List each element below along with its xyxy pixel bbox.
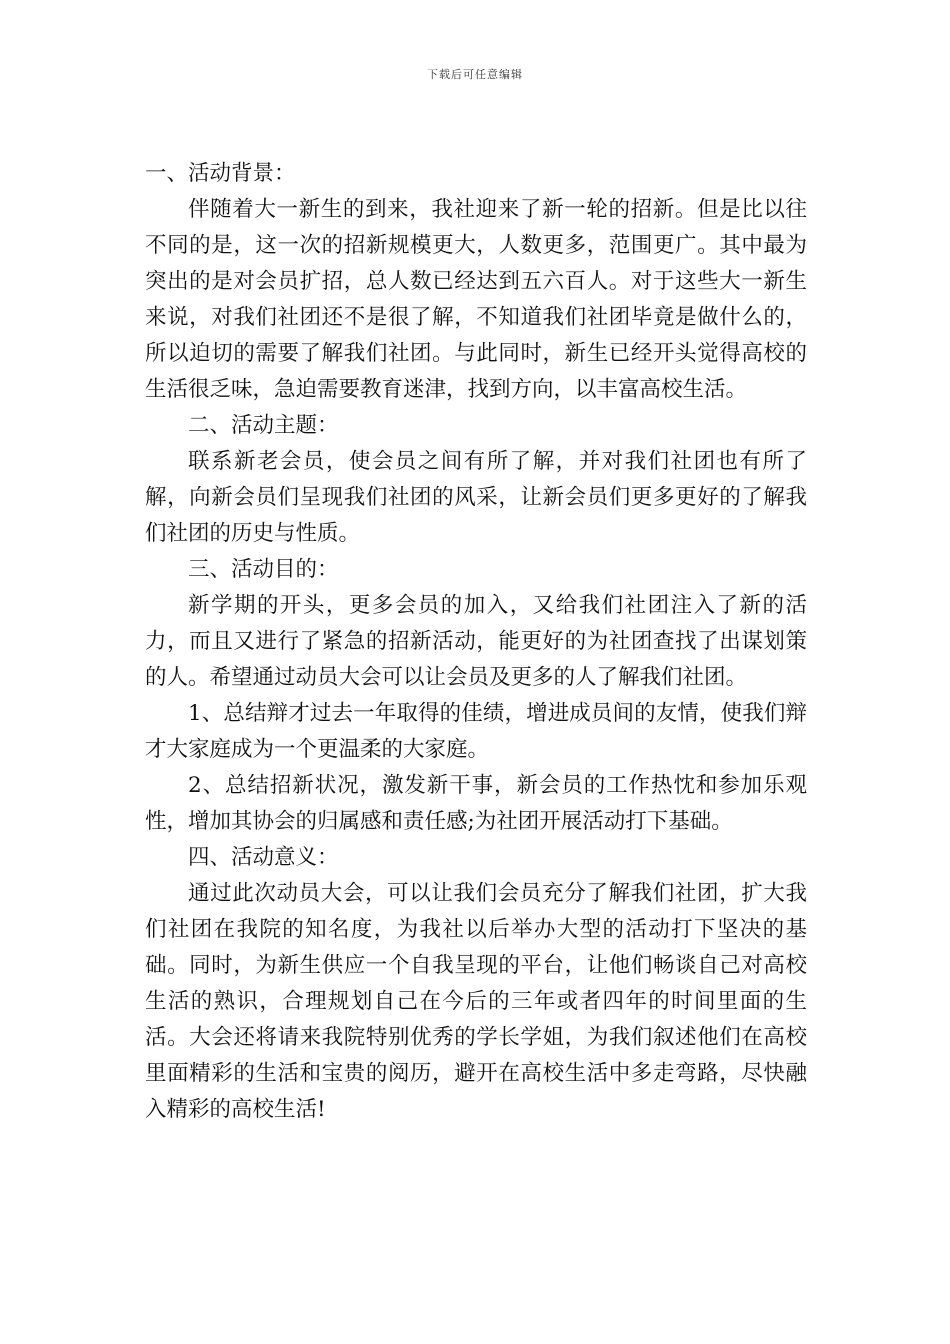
- section-2-title: 二、活动主题：: [188, 413, 339, 438]
- section-3-item-1: 1、总结辩才过去一年取得的佳绩，增进成员间的友情，使我们辩才大家庭成为一个更温柔的大家庭。: [145, 701, 807, 762]
- section-1-body: 伴随着大一新生的到来，我社迎来了新一轮的招新。但是比以往不同的是，这一次的招新规模更大，人数更多，范围更广。其中最为突出的是对会员扩招，总人数已经达到五六百人。对于这些大一新生来说，对我们社团还不是很了解，不知道我们社团毕竟是做什么的，所以迫切的需要了解我们社团。与此同时，新生已经开头觉得高校的生活很乏味，急迫需要教育迷津，找到方向，以丰富高校生活。: [145, 197, 807, 402]
- page-header: 下载后可任意编辑: [427, 68, 523, 81]
- section-1-title: 一、活动背景：: [145, 161, 296, 186]
- document-body: [145, 156, 807, 1128]
- section-4-title: 四、活动意义：: [188, 845, 339, 870]
- section-3-title: 三、活动目的：: [188, 557, 339, 582]
- section-4-body: 通过此次动员大会，可以让我们会员充分了解我们社团，扩大我们社团在我院的知名度，为我社以后举办大型的活动打下坚决的基础。同时，为新生供应一个自我呈现的平台，让他们畅谈自己对高校生活的熟识，合理规划自己在今后的三年或者四年的时间里面的生活。大会还将请来我院特别优秀的学长学姐，为我们叙述他们在高校里面精彩的生活和宝贵的阅历，避开在高校生活中多走弯路，尽快融入精彩的高校生活!: [145, 881, 807, 1122]
- section-2-body: 联系新老会员，使会员之间有所了解，并对我们社团也有所了解，向新会员们呈现我们社团的风采，让新会员们更多更好的了解我们社团的历史与性质。: [145, 449, 807, 546]
- section-3-item-2: 2、总结招新状况，激发新干事，新会员的工作热忱和参加乐观性，增加其协会的归属感和责任感;为社团开展活动打下基础。: [145, 773, 807, 834]
- section-3-body: 新学期的开头，更多会员的加入，又给我们社团注入了新的活力，而且又进行了紧急的招新活动，能更好的为社团查找了出谋划策的人。希望通过动员大会可以让会员及更多的人了解我们社团。: [145, 593, 807, 690]
